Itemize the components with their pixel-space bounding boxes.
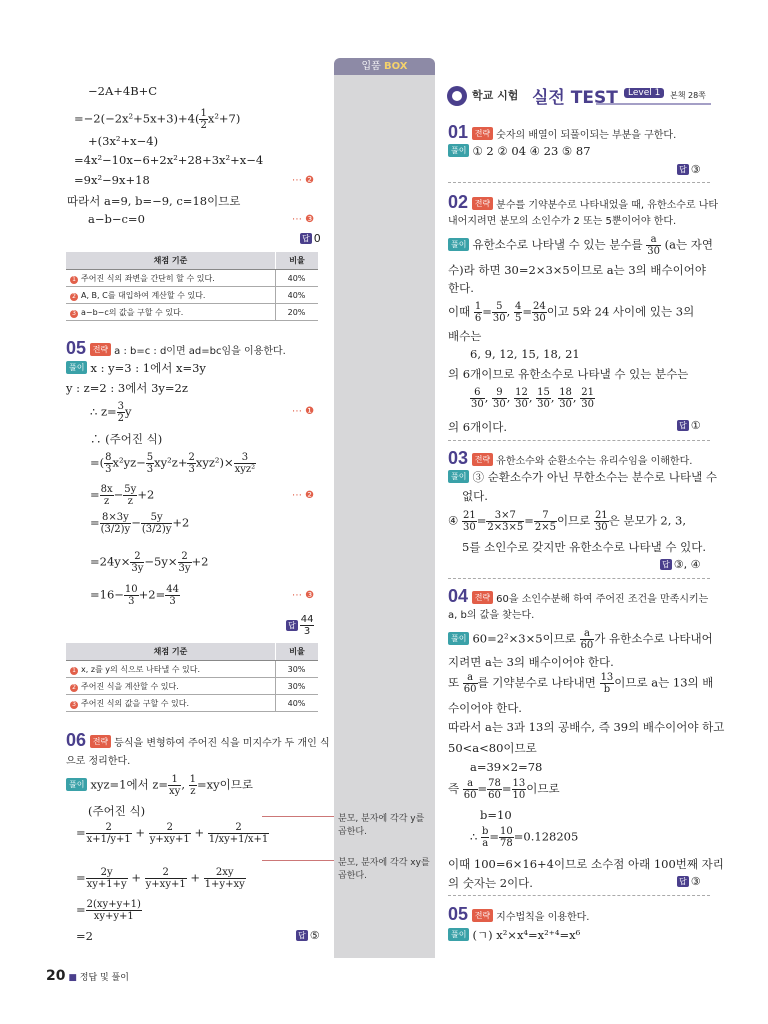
math-line: 의 6개이므로 유한소수로 나타낼 수 있는 분수는	[448, 367, 689, 381]
step-marker: ⋯ ❸	[292, 214, 315, 225]
math-line: = $\frac{8x}{z}$ − $\frac{5y}{z}$ +2	[90, 484, 155, 507]
table-row: 2 A, B, C를 대입하여 계산할 수 있다. 40%	[66, 287, 318, 304]
test-title: 실전 TEST	[532, 88, 618, 108]
answer: 답 ③, ④	[662, 558, 701, 571]
divider	[448, 895, 710, 896]
math-line: 풀이 ① 2 ② 04 ④ 23 ⑤ 87	[448, 144, 591, 158]
divider	[448, 182, 710, 183]
math-line: 50<a<80이므로	[448, 741, 537, 755]
math-line: 풀이 x : y=3 : 1에서 x=3y	[66, 360, 206, 376]
math-line: 따라서 a는 3과 13의 공배수, 즉 39의 배수이어야 하고	[448, 720, 725, 734]
math-line: $\frac{6}{30}$ , $\frac{9}{30}$ , $\frac{12}{30}$ , $\frac{15}{30}$ , $\frac{18}{30}$ , $\frac{21}{30}$	[471, 387, 594, 410]
math-line: ④ $\frac{21}{30}$ = $\frac{3\times 7}{2\times 3\times 5}$ = $\frac{7}{2\times 5}$ 이므로 $\frac{21}{30}$ 은 분모가 2, 3,	[448, 510, 687, 533]
problem-02-strategy-cont: 내어지려면 분모의 소인수가 2 또는 5뿐이어야 한다.	[448, 216, 677, 227]
table-header: 비율	[276, 643, 319, 661]
math-line: 이때 $\frac{1}{6}$ = $\frac{5}{30}$ , $\frac{4}{5}$ = $\frac{24}{30}$ 이고 5와 24 사이에 있는 3의	[448, 301, 695, 324]
math-line: 수)라 하면 30=2×3×5이므로 a는 3의 배수이어야	[448, 263, 706, 277]
math-line: =−2(−2x²+5x+3)+4( $\frac{1}{2}$ x²+7)	[74, 108, 241, 131]
side-note: 분모, 분자에 각각 xy를 곱한다.	[338, 858, 430, 881]
answer-icon: 답	[679, 877, 687, 886]
math-line: ∴ $\frac{b}{a}$ = $\frac{10}{78}$ =0.128205	[470, 826, 579, 849]
math-line: =4x²−10x−6+2x²+28+3x²+x−4	[74, 153, 264, 167]
problem-05-header: 05 전략 지수법칙을 이용한다.	[448, 904, 590, 924]
step-marker: ⋯ ❷	[292, 490, 315, 501]
answer-icon: 답	[288, 620, 296, 630]
problem-02-header: 02 전략 분수를 기약분수로 나타내었을 때, 유한소수로 나타	[448, 192, 719, 212]
step-marker: ⋯ ❷	[292, 175, 315, 186]
answer: 답 $\frac{44}{3}$	[288, 614, 314, 637]
math-line: 풀이 유한소수로 나타낼 수 있는 분수를 $\frac{a}{30}$ (a는 자연	[448, 234, 713, 257]
page-footer: 20 ■ 정답 및 풀이	[46, 968, 129, 984]
math-line: (주어진 식)	[88, 804, 146, 818]
divider	[448, 578, 710, 579]
math-line: 이때 100=6×16+4이므로 소수점 아래 100번째 자리	[448, 857, 724, 871]
math-line: =16− $\frac{10}{3}$ +2= $\frac{44}{3}$	[90, 584, 179, 607]
answer-icon: 답	[302, 234, 310, 243]
math-line: = $\frac{2(xy+y+1)}{xy+y+1}$	[76, 899, 141, 922]
math-line: =2	[76, 929, 93, 943]
table-header: 채점 기준	[66, 252, 276, 270]
step-marker: ⋯ ❸	[292, 590, 315, 601]
problem-04-header: 04 전략 60을 소인수분해 하여 주어진 조건을 만족시키는	[448, 586, 709, 606]
problem-03-header: 03 전략 유한소수와 순환소수는 유리수임을 이해한다.	[448, 448, 693, 468]
math-line: +(3x²+x−4)	[88, 134, 159, 148]
problem-05-header: 05 전략 a : b=c : d이면 ad=bc임을 이용한다.	[66, 338, 286, 358]
table-header: 비율	[276, 252, 319, 270]
math-line: 없다.	[462, 489, 488, 503]
math-line: 지려면 a는 3의 배수이어야 한다.	[448, 655, 614, 669]
math-line: 5를 소인수로 갖지만 유한소수로 나타낼 수 있다.	[462, 540, 706, 554]
math-line: 한다.	[448, 281, 474, 295]
math-line: y : z=2 : 3에서 3y=2z	[66, 381, 188, 395]
problem-04-strategy-cont: a, b의 값을 찾는다.	[448, 610, 535, 621]
math-line: 배수는	[448, 329, 482, 343]
math-line: 풀이 (ㄱ) x²×x⁴=x²⁺⁴=x⁶	[448, 927, 580, 943]
level-badge: Level 1	[624, 88, 664, 98]
note-leader	[262, 860, 334, 861]
answer: 답 ①	[679, 419, 701, 432]
test-title-prefix: 학교 시험	[472, 89, 519, 102]
math-line: 즉 $\frac{a}{60}$ = $\frac{78}{60}$ = $\frac{13}{10}$ 이므로	[448, 778, 560, 801]
math-line: 의 숫자는 2이다.	[448, 876, 533, 890]
scoring-table	[66, 252, 318, 321]
divider	[448, 440, 710, 441]
math-line: a=39×2=78	[470, 760, 543, 774]
table-row: 3 주어진 식의 값을 구할 수 있다. 40%	[66, 695, 318, 712]
test-header	[446, 84, 711, 108]
math-line: = $\frac{8\times 3y}{(3/2)y}$ − $\frac{5y}{(3/2)y}$ +2	[90, 512, 190, 535]
answer: 답 ③	[679, 875, 701, 888]
answer-icon: 답	[662, 560, 670, 569]
math-line: 풀이 xyz=1에서 z= $\frac{1}{xy}$ , $\frac{1}{z}$ =xy이므로	[66, 774, 253, 797]
table-header: 채점 기준	[66, 643, 276, 661]
math-line: =9x²−9x+18	[74, 173, 150, 187]
table-row: 3 a−b−c의 값을 구할 수 있다. 20%	[66, 304, 318, 321]
problem-01-header: 01 전략 숫자의 배열이 되풀이되는 부분을 구한다.	[448, 122, 677, 142]
math-line: = $\frac{2y}{xy+1+y}$ + $\frac{2}{y+xy+1}$ + $\frac{2xy}{1+y+xy}$	[76, 867, 245, 890]
side-note: 분모, 분자에 각각 y를 곱한다.	[338, 814, 425, 837]
math-line: 6, 9, 12, 15, 18, 21	[470, 347, 580, 361]
step-marker: ⋯ ❶	[292, 406, 315, 417]
math-line: =24y× $\frac{2}{3y}$ −5y× $\frac{2}{3y}$ +2	[90, 551, 209, 574]
math-line: 수이어야 한다.	[448, 701, 522, 715]
scoring-table	[66, 643, 318, 712]
math-line: −2A+4B+C	[88, 84, 158, 98]
answer: 답 ⑤	[298, 929, 320, 942]
table-row: 1 x, z를 y의 식으로 나타낼 수 있다. 30%	[66, 661, 318, 678]
math-line: = $\frac{2}{x+1/y+1}$ + $\frac{2}{y+xy+1}$ + $\frac{2}{1/xy+1/x+1}$	[76, 822, 269, 845]
math-line: 따라서 a=9, b=−9, c=18이므로	[67, 194, 241, 208]
math-line: ∴ z= $\frac{3}{2}$ y	[90, 401, 132, 424]
math-line: 또 $\frac{a}{60}$ 를 기약분수로 나타내면 $\frac{13}{b}$ 이므로 a는 13의 배	[448, 672, 714, 695]
problem-06-strategy-cont: 으로 정리한다.	[66, 756, 131, 767]
problem-06-header: 06 전략 등식을 변형하여 주어진 식을 미지수가 두 개인 식	[66, 730, 330, 750]
side-box-tab: 입품 BOX	[334, 58, 435, 75]
note-leader	[262, 816, 334, 817]
answer-icon: 답	[679, 165, 687, 174]
math-line: a−b−c=0	[88, 212, 145, 226]
answer-icon: 답	[298, 931, 306, 940]
math-line: 풀이 ③ 순환소수가 아닌 무한소수는 분수로 나타낼 수	[448, 469, 717, 485]
math-line: =( $\frac{8}{3}$ x²yz− $\frac{5}{3}$ xy²z+ $\frac{2}{3}$ xyz²)× $\frac{3}{\text{xyz²}}$	[90, 452, 256, 475]
answer: 답 ③	[679, 163, 701, 176]
page-number: 20	[46, 968, 66, 984]
answer-icon: 답	[679, 421, 687, 430]
math-line: 의 6개이다.	[448, 420, 508, 434]
table-row: 2 주어진 식을 계산할 수 있다. 30%	[66, 678, 318, 695]
table-row: 1 주어진 식의 좌변을 간단히 할 수 있다. 40%	[66, 270, 318, 287]
answer: 답 0	[302, 232, 321, 245]
math-line: 풀이 60=2²×3×5이므로 $\frac{a}{60}$ 가 유한소수로 나타내어	[448, 628, 713, 651]
math-line: ∴ (주어진 식)	[90, 432, 163, 446]
textbook-ref: 본책 28쪽	[670, 91, 706, 100]
footer-label: 정답 및 풀이	[79, 973, 129, 983]
math-line: b=10	[480, 808, 512, 822]
